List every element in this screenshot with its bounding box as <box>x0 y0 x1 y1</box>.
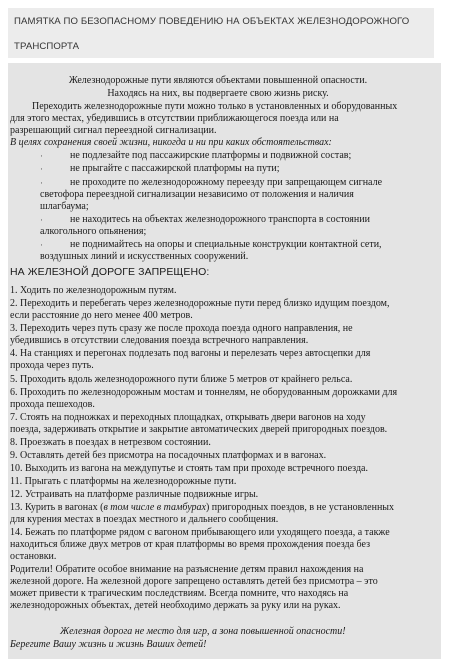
closing-line-1: Железная дорога не место для игр, а зона повышенной опасности! <box>60 626 346 637</box>
forbidden-heading: НА ЖЕЛЕЗНОЙ ДОРОГЕ ЗАПРЕЩЕНО: <box>10 266 210 278</box>
bullet-2: не прыгайте с пассажирской платформы на пути; <box>70 163 280 174</box>
page-title-line-1: ПАМЯТКА ПО БЕЗОПАСНОМУ ПОВЕДЕНИЮ НА ОБЪЕКТАХ ЖЕЛЕЗНОДОРОЖНОГО <box>14 16 410 27</box>
rule-1: 1. Ходить по железнодорожным путям. <box>10 285 177 296</box>
parents-line-1: Родители! Обратите особое внимание на разъяснение детям правил нахождения на <box>10 564 364 575</box>
bullet-5-line-1: не поднимайтесь на опоры и специальные конструкции контактной сети, <box>70 239 382 250</box>
parents-line-3: может привести к трагическим последствиям. Всегда помните, что находясь на <box>10 588 349 599</box>
parents-line-2: железной дороге. На железной дороге запрещено оставлять детей без присмотра – это <box>10 576 378 587</box>
rule-7-line-2: поезда, задерживать открытие и закрытие автоматических дверей пригородных поездов. <box>10 424 388 435</box>
bullet-dot: · <box>40 164 43 174</box>
rule-14-line-3: остановки. <box>10 551 57 562</box>
bullet-1: не подлезайте под пассажирские платформы и подвижной состав; <box>70 150 352 161</box>
rule-11: 11. Прыгать с платформы на железнодорожные пути. <box>10 476 237 487</box>
rule-12: 12. Устраивать на платформе различные подвижные игры. <box>10 489 259 500</box>
bullet-3-line-3: шлагбаума; <box>40 201 89 212</box>
intro-line-6: В целях сохранения своей жизни, никогда и ни при каких обстоятельствах: <box>10 137 332 148</box>
bullet-3-line-1: не проходите по железнодорожному переезду при запрещающем сигнале <box>70 177 383 188</box>
rule-7-line-1: 7. Стоять на подножках и переходных площадках, открывать двери вагонов на ходу <box>10 412 366 423</box>
rule-2-line-2: если расстояние до него менее 400 метров. <box>10 310 193 321</box>
rule-8: 8. Проезжать в поездах в нетрезвом состоянии. <box>10 437 211 448</box>
intro-line-2: Находясь на них, вы подвергаете свою жизнь риску. <box>107 88 329 99</box>
intro-line-1: Железнодорожные пути являются объектами повышенной опасности. <box>68 75 368 86</box>
rule-10: 10. Выходить из вагона на междупутье и стоять там при проходе встречного поезда. <box>10 463 368 474</box>
rule-6-line-2: прохода пешеходов. <box>10 399 95 410</box>
bullet-dot: · <box>40 151 43 161</box>
bullet-5-line-2: воздушных линий и искусственных сооружений. <box>40 251 249 262</box>
intro-line-5: разрешающий сигнал переездной сигнализации. <box>10 125 217 136</box>
rule-6-line-1: 6. Проходить по железнодорожным мостам и тоннелям, не оборудованным дорожками для <box>10 387 398 398</box>
rule-2-line-1: 2. Переходить и перебегать через железнодорожные пути перед близко идущим поездом, <box>10 298 390 309</box>
parents-line-4: железнодорожных объектах, детей необходимо держать за руку или на руках. <box>10 600 341 611</box>
rule-9: 9. Оставлять детей без присмотра на посадочных платформах и в вагонах. <box>10 450 327 461</box>
closing-line-2: Берегите Вашу жизнь и жизнь Ваших детей! <box>10 639 207 650</box>
bullet-dot: · <box>40 215 43 225</box>
rule-3-line-1: 3. Переходить через путь сразу же после прохода поезда одного направления, не <box>10 323 353 334</box>
bullet-4-line-2: алкогольного опьянения; <box>40 226 147 237</box>
intro-line-3: Переходить железнодорожные пути можно только в установленных и оборудованных <box>32 101 398 112</box>
rule-14-line-1: 14. Бежать по платформе рядом с вагоном прибывающего или уходящего поезда, а также <box>10 527 390 538</box>
rule-13-text-end: ) пригородных поездов, в не установленных <box>205 502 395 513</box>
rule-14-line-2: находиться ближе двух метров от края платформы во время прохождения поезда без <box>10 539 371 550</box>
bullet-3-line-2: светофора переездной сигнализации независимо от положения и наличия <box>40 189 354 200</box>
rule-13-line-2: для курения местах в поездах местного и дальнего сообщения. <box>10 514 279 525</box>
rule-13-line-1 <box>10 502 394 514</box>
header-box <box>8 8 434 58</box>
rule-5: 5. Проходить вдоль железнодорожного пути ближе 5 метров от крайнего рельса. <box>10 374 353 385</box>
page-title-line-2: ТРАНСПОРТА <box>14 41 80 52</box>
rule-4-line-1: 4. На станциях и перегонах подлезать под вагоны и перелезать через автосцепки для <box>10 348 371 359</box>
rule-13-text: 13. Курить в вагонах ( <box>10 502 104 513</box>
bullet-dot: · <box>40 240 43 250</box>
bullet-dot: · <box>40 178 43 188</box>
rule-3-line-2: убедившись в отсутствии следования поезда встречного направления. <box>10 335 309 346</box>
rule-13-italic: в том числе в тамбурах <box>103 502 206 513</box>
rule-4-line-2: прохода через путь. <box>10 360 94 371</box>
bullet-4-line-1: не находитесь на объектах железнодорожного транспорта в состоянии <box>70 214 370 225</box>
intro-line-4: для этого местах, убедившись в отсутствии приближающегося поезда или на <box>10 113 339 124</box>
